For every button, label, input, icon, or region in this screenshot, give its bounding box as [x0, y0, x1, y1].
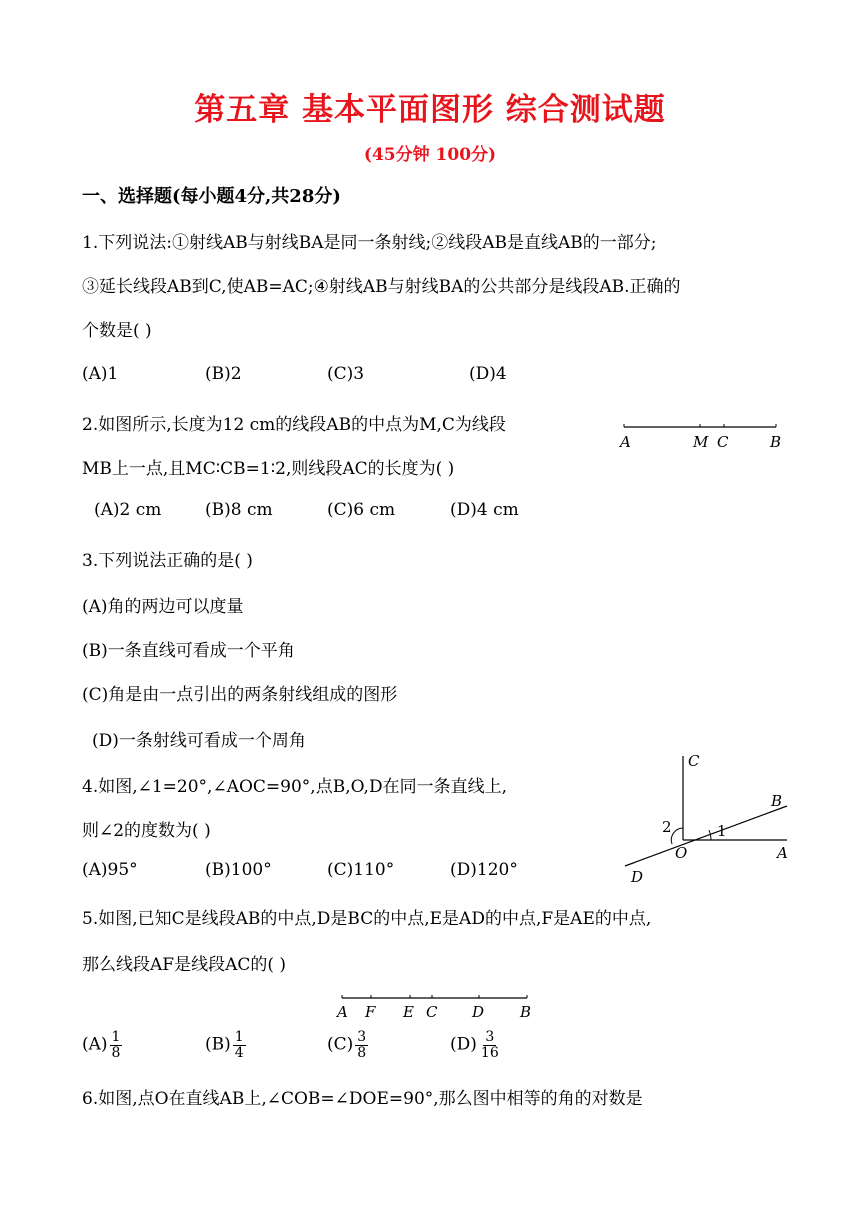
q5-option-b-fraction [233, 1030, 246, 1060]
numerator: 3 [357, 1029, 367, 1045]
q1-option-d: (D)4 [469, 364, 507, 384]
angle-2-arc [671, 828, 683, 844]
q1-line1: 1.下列说法:①射线AB与射线BA是同一条射线;②线段AB是直线AB的一部分; [82, 233, 657, 253]
denominator: 8 [357, 1044, 367, 1061]
q2-option-d: (D)4 cm [450, 500, 519, 520]
label-angle-2: 2 [662, 818, 672, 836]
numerator: 1 [111, 1029, 121, 1045]
label-a: A [620, 433, 631, 451]
numerator: 3 [485, 1029, 495, 1045]
q5-option-a-label: (A) [82, 1034, 108, 1055]
q4-option-b: (B)100° [205, 860, 272, 880]
numerator: 1 [234, 1029, 244, 1045]
q3-option-c: (C)角是由一点引出的两条射线组成的图形 [82, 685, 398, 705]
q5-option-c-fraction [355, 1030, 368, 1060]
q2-option-c: (C)6 cm [327, 500, 396, 520]
section-heading: 一、选择题(每小题4分,共28分) [82, 186, 341, 207]
q1-line2: ③延长线段AB到C,使AB=AC;④射线AB与射线BA的公共部分是线段AB.正确的 [82, 277, 681, 297]
page-subtitle: (45分钟 100分) [363, 145, 497, 165]
label-c: C [426, 1003, 438, 1021]
label-a: A [337, 1003, 348, 1021]
q4-line1: 4.如图,∠1=20°,∠AOC=90°,点B,O,D在同一条直线上, [82, 777, 507, 797]
label-angle-1: 1 [717, 822, 727, 840]
label-o: O [675, 844, 688, 862]
q3-line1: 3.下列说法正确的是( ) [82, 551, 253, 571]
q4-option-c: (C)110° [327, 860, 395, 880]
q3-option-a: (A)角的两边可以度量 [82, 597, 244, 617]
q1-option-a: (A)1 [82, 364, 119, 384]
page-title: 第五章 基本平面图形 综合测试题 [194, 92, 666, 128]
label-f: F [365, 1003, 376, 1021]
q5-option-d-label: (D) [450, 1034, 477, 1055]
q5-option-d [450, 1030, 501, 1060]
q5-option-c [327, 1030, 368, 1060]
q2-option-a: (A)2 cm [94, 500, 162, 520]
label-b: B [520, 1003, 532, 1021]
label-m: M [693, 433, 709, 451]
q1-line3: 个数是( ) [82, 321, 152, 341]
q5-option-c-label: (C) [327, 1034, 354, 1055]
q2-segment-figure [610, 415, 800, 455]
q2-line2: MB上一点,且MC∶CB=1∶2,则线段AC的长度为( ) [82, 459, 455, 479]
q5-option-b-label: (B) [205, 1034, 231, 1055]
q5-option-a-fraction [110, 1030, 123, 1060]
line-bd [625, 806, 787, 866]
q4-option-d: (D)120° [450, 860, 518, 880]
denominator: 8 [111, 1044, 121, 1061]
denominator: 4 [234, 1044, 244, 1061]
q5-option-d-fraction [479, 1030, 501, 1060]
label-c: C [717, 433, 729, 451]
q2-option-b: (B)8 cm [205, 500, 273, 520]
q4-option-a: (A)95° [82, 860, 138, 880]
label-e: E [403, 1003, 414, 1021]
label-b: B [770, 433, 782, 451]
denominator: 16 [480, 1044, 499, 1061]
q3-option-d: (D)一条射线可看成一个周角 [92, 731, 306, 751]
q4-angle-figure [615, 748, 805, 888]
label-b: B [771, 792, 783, 810]
q5-option-a [82, 1030, 122, 1060]
label-c: C [688, 752, 700, 770]
q5-line1: 5.如图,已知C是线段AB的中点,D是BC的中点,E是AD的中点,F是AE的中点, [82, 909, 652, 929]
q5-line2: 那么线段AF是线段AC的( ) [82, 955, 287, 975]
q6-line1: 6.如图,点O在直线AB上,∠COB=∠DOE=90°,那么图中相等的角的对数是 [82, 1089, 643, 1109]
q1-option-b: (B)2 [205, 364, 242, 384]
label-a: A [777, 844, 788, 862]
q5-option-b [205, 1030, 246, 1060]
q1-option-c: (C)3 [327, 364, 365, 384]
q3-option-b: (B)一条直线可看成一个平角 [82, 641, 295, 661]
label-d: D [631, 868, 644, 886]
q2-line1: 2.如图所示,长度为12 cm的线段AB的中点为M,C为线段 [82, 415, 506, 435]
label-d: D [472, 1003, 485, 1021]
q4-line2: 则∠2的度数为( ) [82, 821, 211, 841]
q5-segment-figure [332, 990, 542, 1024]
